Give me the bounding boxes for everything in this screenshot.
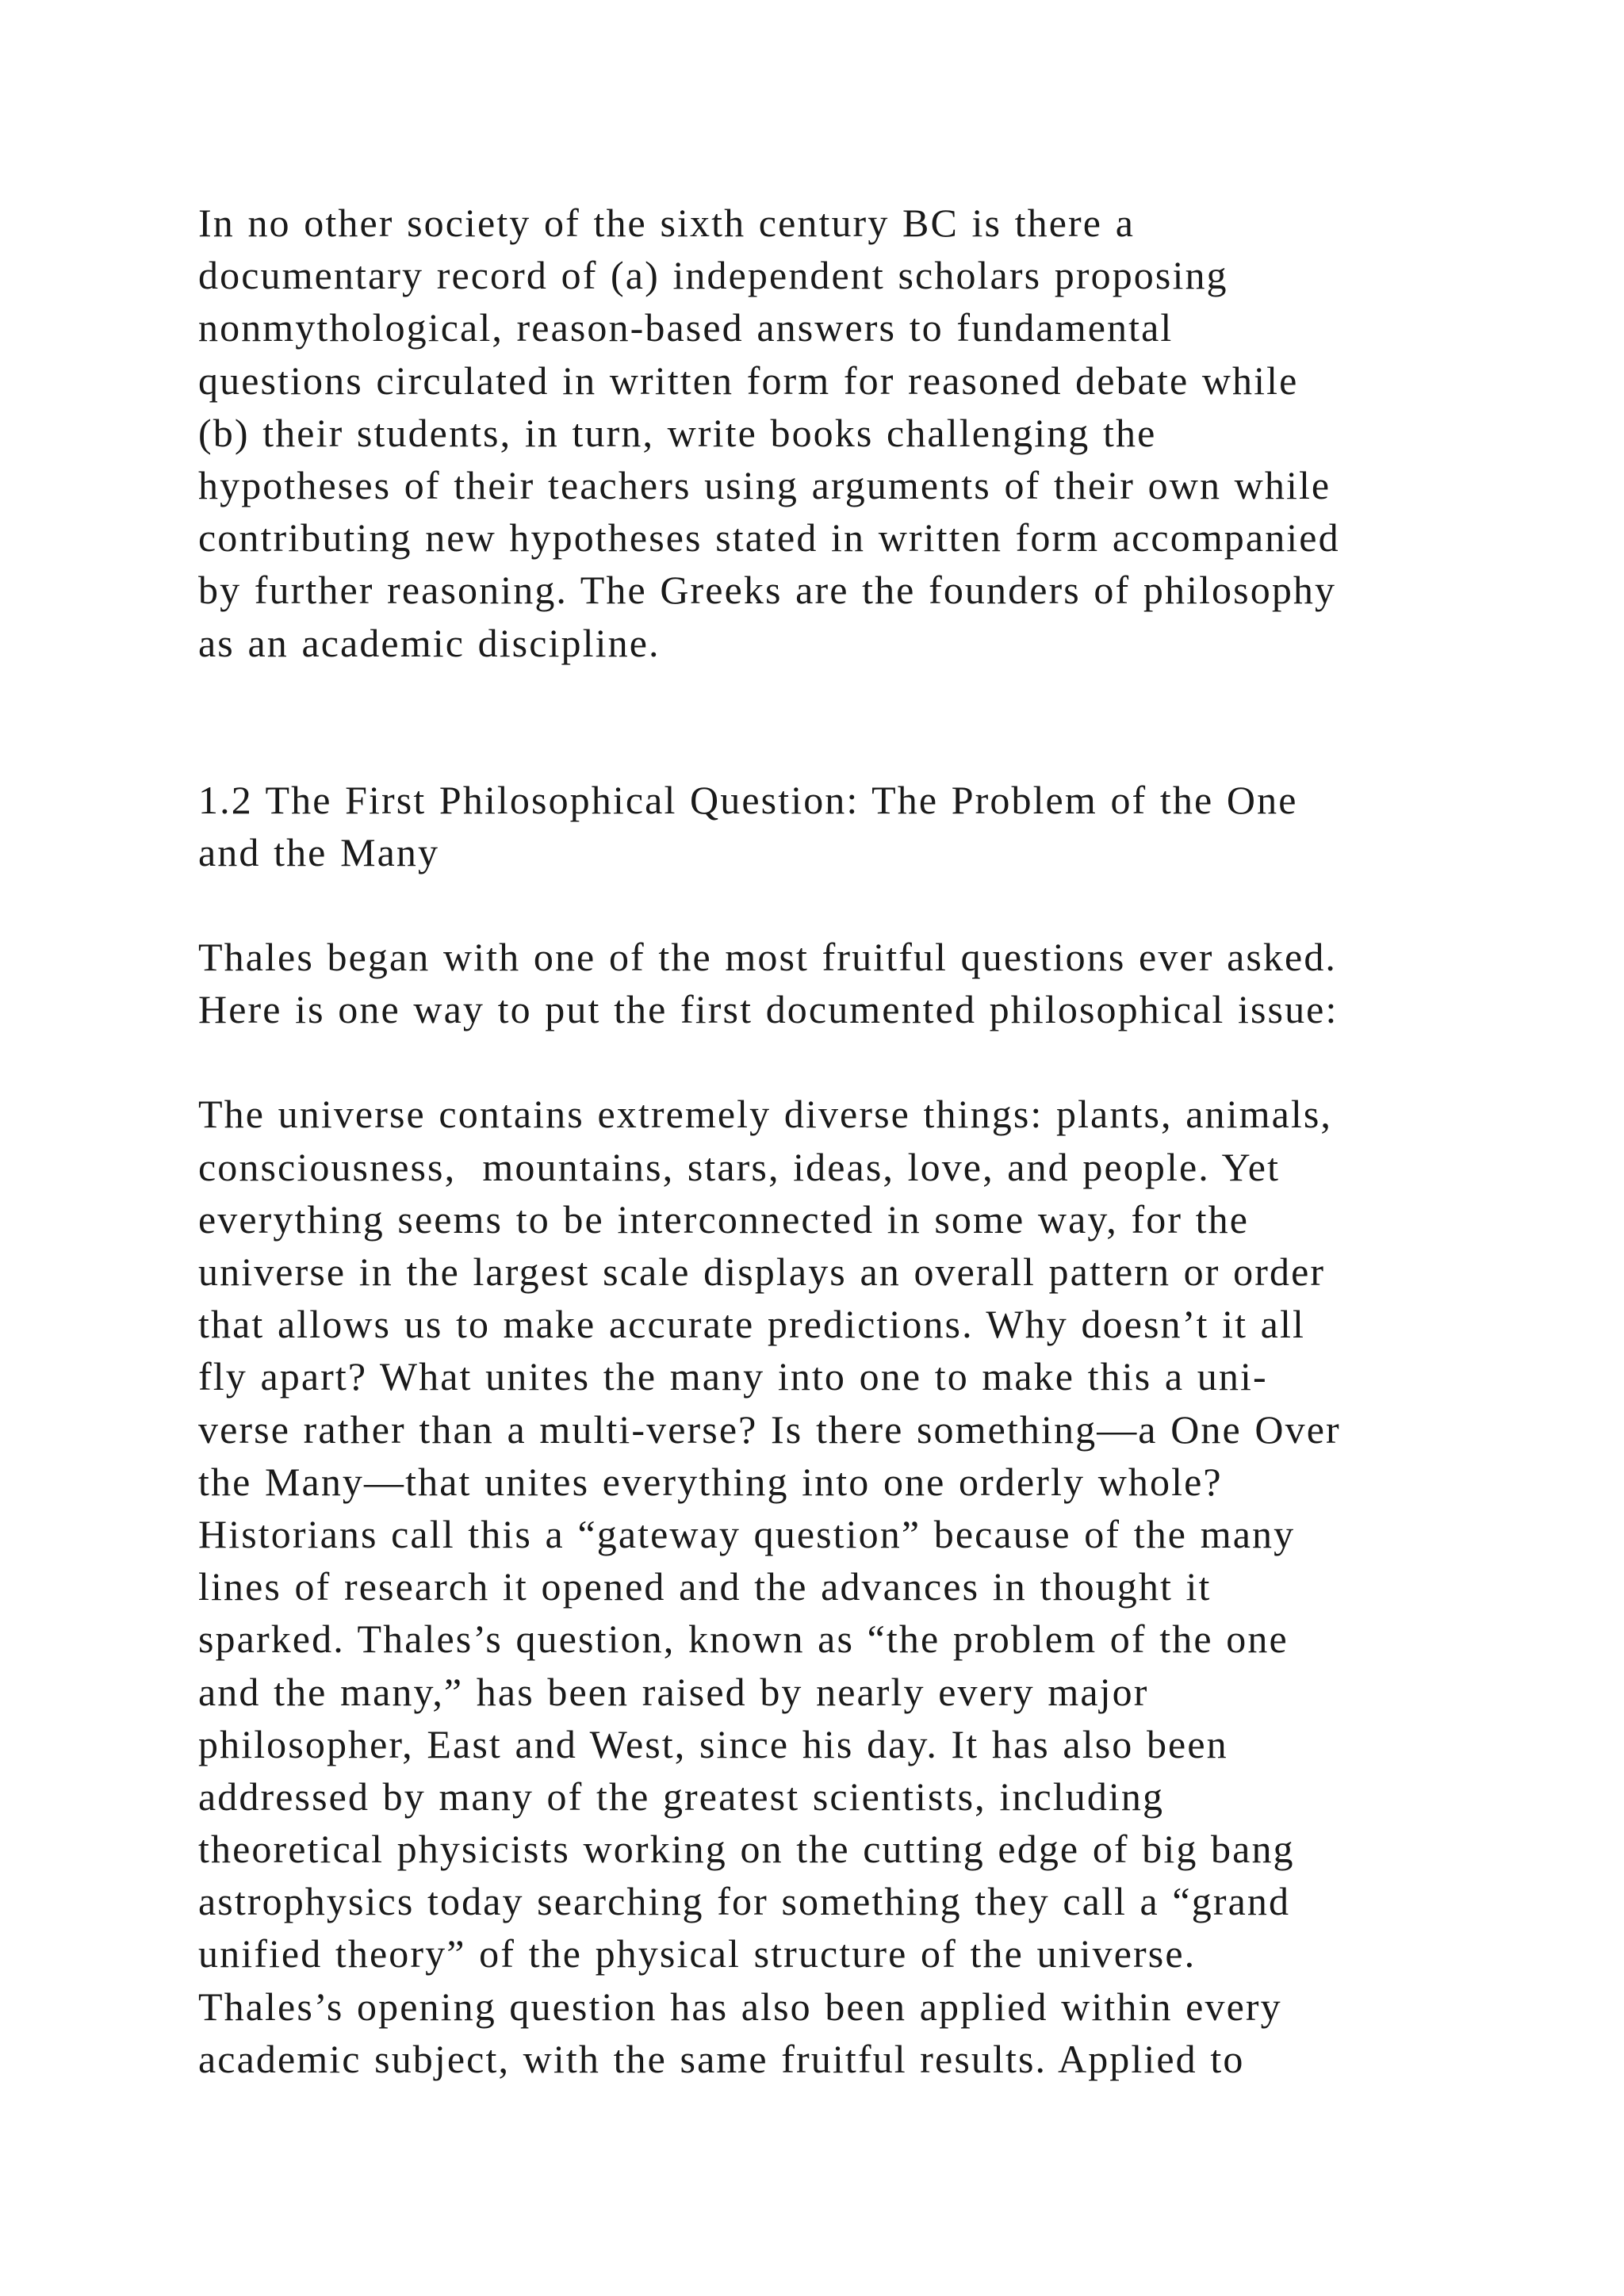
text-line: questions circulated in written form for reasoned debate while bbox=[198, 358, 1299, 403]
text-line: nonmythological, reason-based answers to fundamental bbox=[198, 305, 1174, 350]
heading-line: 1.2 The First Philosophical Question: The Problem of the One bbox=[198, 777, 1298, 822]
text-line: hypotheses of their teachers using arguments of their own while bbox=[198, 462, 1331, 507]
text-line: Historians call this a “gateway question” because of the many bbox=[198, 1511, 1296, 1556]
text-line: by further reasoning. The Greeks are the founders of philosophy bbox=[198, 568, 1337, 613]
text-line: unified theory” of the physical structure of the universe. bbox=[198, 1931, 1197, 1976]
text-line: philosopher, East and West, since his day. It has also been bbox=[198, 1721, 1228, 1766]
text-line: universe in the largest scale displays an overall pattern or order bbox=[198, 1249, 1326, 1294]
text-line: In no other society of the sixth century BC is there a bbox=[198, 201, 1135, 245]
text-line: consciousness, mountains, stars, ideas, love, and people. Yet bbox=[198, 1144, 1281, 1189]
text-line: verse rather than a multi-verse? Is there something—a One Over bbox=[198, 1406, 1341, 1452]
text-column bbox=[198, 197, 1507, 2085]
text-line: as an academic discipline. bbox=[198, 620, 661, 665]
text-line: academic subject, with the same fruitful results. Applied to bbox=[198, 2036, 1245, 2081]
text-line: Thales’s opening question has also been applied within every bbox=[198, 1984, 1282, 2029]
text-line: astrophysics today searching for something they call a “grand bbox=[198, 1879, 1291, 1924]
text-line: Here is one way to put the first documented philosophical issue: bbox=[198, 987, 1339, 1032]
text-line: lines of research it opened and the advances in thought it bbox=[198, 1564, 1212, 1609]
text-line: and the many,” has been raised by nearly every major bbox=[198, 1669, 1149, 1714]
text-line: addressed by many of the greatest scientists, including bbox=[198, 1774, 1165, 1819]
text-line: everything seems to be interconnected in some way, for the bbox=[198, 1196, 1250, 1242]
text-line: that allows us to make accurate predictions. Why doesn’t it all bbox=[198, 1302, 1305, 1347]
text-line: contributing new hypotheses stated in written form accompanied bbox=[198, 515, 1340, 561]
text-line: the Many—that unites everything into one orderly whole? bbox=[198, 1459, 1223, 1504]
paragraph-spacer bbox=[198, 1035, 1507, 1088]
text-line: Thales began with one of the most fruitful questions ever asked. bbox=[198, 935, 1338, 980]
text-line: sparked. Thales’s question, known as “the problem of the one bbox=[198, 1617, 1289, 1662]
text-line: (b) their students, in turn, write books challenging the bbox=[198, 410, 1157, 455]
text-line: documentary record of (a) independent scholars proposing bbox=[198, 253, 1228, 298]
heading-line: and the Many bbox=[198, 829, 440, 874]
text-line: The universe contains extremely diverse things: plants, animals, bbox=[198, 1092, 1333, 1137]
paragraph-spacer bbox=[198, 669, 1507, 774]
section-heading bbox=[198, 774, 1507, 878]
paragraph-thales bbox=[198, 931, 1507, 1035]
paragraph-universe bbox=[198, 1088, 1507, 2085]
text-line: fly apart? What unites the many into one to make this a uni- bbox=[198, 1354, 1268, 1399]
text-line: theoretical physicists working on the cutting edge of big bang bbox=[198, 1827, 1295, 1872]
paragraph-intro bbox=[198, 197, 1507, 669]
paragraph-spacer bbox=[198, 878, 1507, 931]
